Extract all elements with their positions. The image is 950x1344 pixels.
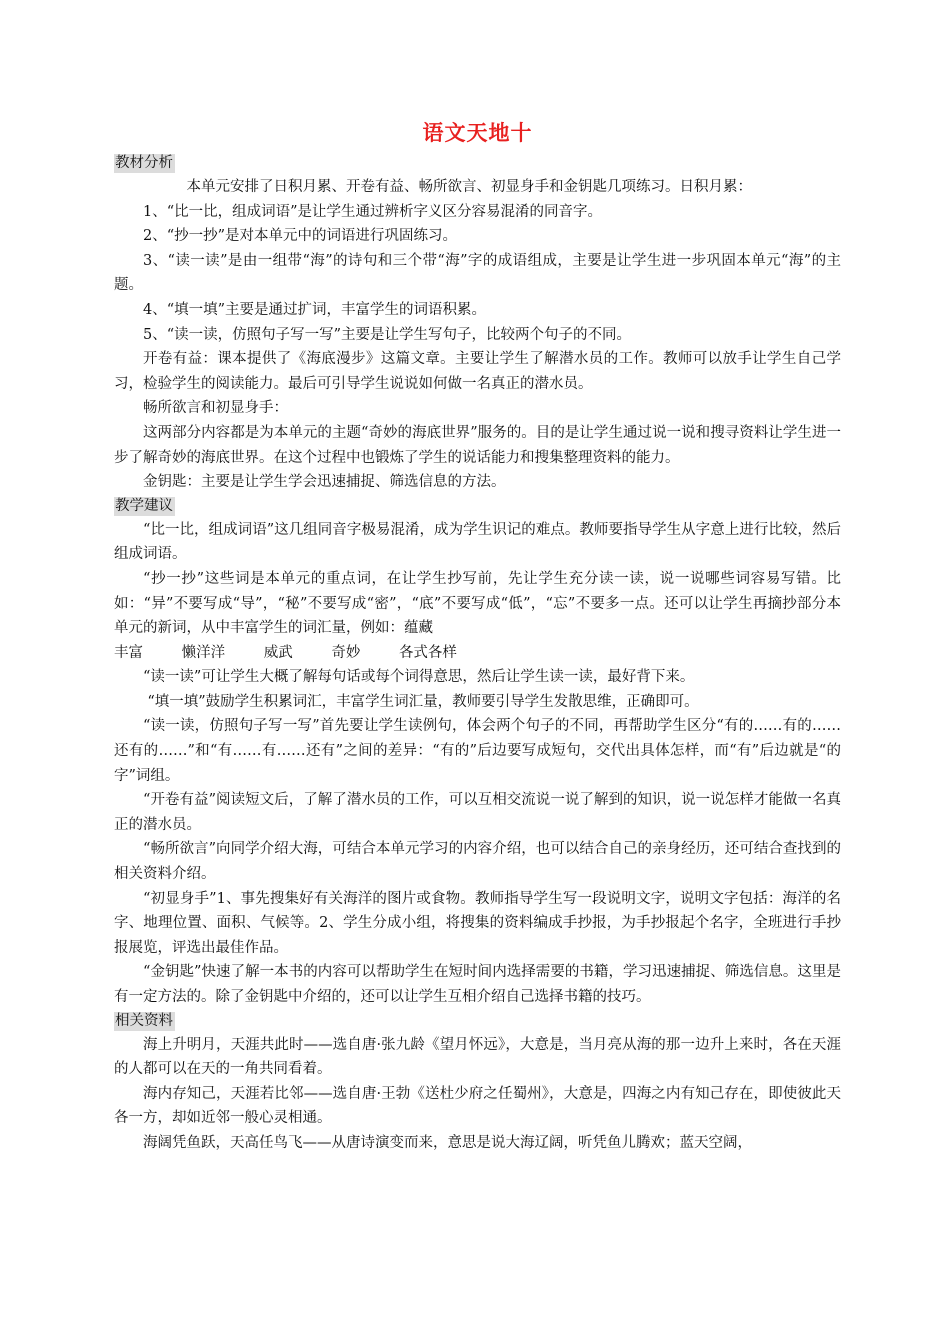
section-heading-suggestions: 教学建议 xyxy=(115,497,173,514)
paragraph: 海阔凭鱼跃，天高任鸟飞——从唐诗演变而来，意思是说大海辽阔，听凭鱼儿腾欢；蓝天空阔， xyxy=(143,1134,752,1151)
paragraph: 1、“比一比，组成词语”是让学生通过辨析字义区分容易混淆的同音字。 xyxy=(143,203,603,220)
word-item: 奇妙 xyxy=(331,644,361,661)
word-item: 丰富 xyxy=(114,644,143,661)
paragraph: 金钥匙：主要是让学生学会迅速捕捉、筛选信息的方法。 xyxy=(143,474,506,491)
paragraph: 开卷有益：课本提供了《海底漫步》这篇文章。主要让学生了解潜水员的工作。教师可以放手让学生自己学习，检验学生的阅读能力。最后可引导学生说说如何做一名真正的潜水员。 xyxy=(114,351,841,392)
section-heading-resources: 相关资料 xyxy=(115,1012,173,1029)
paragraph: 海内存知己，天涯若比邻——选自唐·王勃《送杜少府之任蜀州》，大意是，四海之内有知己存在，即使彼此天各一方，却如近邻一般心灵相通。 xyxy=(114,1085,841,1127)
word-item: 威武 xyxy=(263,644,293,661)
paragraph: 本单元安排了日积月累、开卷有益、畅所欲言、初显身手和金钥匙几项练习。日积月累： xyxy=(186,179,752,195)
paragraph: “初显身手”1、事先搜集好有关海洋的图片或食物。教师指导学生写一段说明文字，说明文字包括：海洋的名字、地理位置、面积、气候等。2、学生分成小组，将搜集的资料编成手抄报，为手抄报起个名字，全班进行手抄报展览，评选出最佳作品。 xyxy=(114,890,841,956)
paragraph: 畅所欲言和初显身手： xyxy=(143,400,288,417)
paragraph: “填一填”鼓励学生积累词汇，丰富学生词汇量，教师要引导学生发散思维，正确即可。 xyxy=(147,693,699,710)
section-heading-analysis: 教材分析 xyxy=(115,155,173,171)
paragraph: 2、“抄一抄”是对本单元中的词语进行巩固练习。 xyxy=(143,228,458,245)
paragraph: “畅所欲言”向同学介绍大海，可结合本单元学习的内容介绍，也可以结合自己的亲身经历，还可结合查找到的相关资料介绍。 xyxy=(114,841,841,883)
paragraph: 5、“读一读，仿照句子写一写”主要是让学生写句子，比较两个句子的不同。 xyxy=(143,326,632,343)
paragraph: 海上升明月，天涯共此时——选自唐·张九龄《望月怀远》，大意是，当月亮从海的那一边升上来时，各在天涯的人都可以在天的一角共同看着。 xyxy=(114,1036,841,1078)
paragraph: 4、“填一填”主要是通过扩词，丰富学生的词语积累。 xyxy=(143,301,487,318)
page-title: 语文天地十 xyxy=(422,120,533,145)
word-item: 各式各样 xyxy=(398,644,457,661)
paragraph: “金钥匙”快速了解一本书的内容可以帮助学生在短时间内选择需要的书籍，学习迅速捕捉、筛选信息。这里是有一定方法的。除了金钥匙中介绍的，还可以让学生互相介绍自己选择书籍的技巧。 xyxy=(114,964,841,1005)
paragraph: “比一比，组成词语”这几组同音字极易混淆，成为学生识记的难点。教师要指导学生从字意上进行比较，然后组成词语。 xyxy=(114,521,841,563)
document-page xyxy=(114,118,841,1156)
paragraph: 这两部分内容都是为本单元的主题“奇妙的海底世界”服务的。目的是让学生通过说一说和搜寻资料让学生进一步了解奇妙的海底世界。在这个过程中也锻炼了学生的说话能力和搜集整理资料的能力。 xyxy=(114,424,841,466)
word-item: 懒洋洋 xyxy=(181,644,226,661)
paragraph: 3、“读一读”是由一组带“海”的诗句和三个带“海”字的成语组成，主要是让学生进一步巩固本单元“海”的主题。 xyxy=(114,252,841,294)
word-list xyxy=(114,641,841,666)
paragraph: “开卷有益”阅读短文后，了解了潜水员的工作，可以互相交流说一说了解到的知识，说一说怎样才能做一名真正的潜水员。 xyxy=(114,792,841,833)
paragraph: “读一读”可让学生大概了解每句话或每个词得意思，然后让学生读一读，最好背下来。 xyxy=(143,669,695,686)
paragraph: “读一读，仿照句子写一写”首先要让学生读例句，体会两个句子的不同，再帮助学生区分“有的……有的……还有的……”和“有……有……还有”之间的差异：“有的”后边要写成短句，交代出具体怎样，而“有”后边就是“的字”词组。 xyxy=(114,718,841,784)
paragraph: “抄一抄”这些词是本单元的重点词，在让学生抄写前，先让学生充分读一读，说一说哪些词容易写错。比如：“异”不要写成“导”，“秘”不要写成“密”，“底”不要写成“低”，“忘”不要多一点。还可以让学生再摘抄部分本单元的新词，从中丰富学生的词汇量，例如：蕴藏 xyxy=(114,570,841,637)
